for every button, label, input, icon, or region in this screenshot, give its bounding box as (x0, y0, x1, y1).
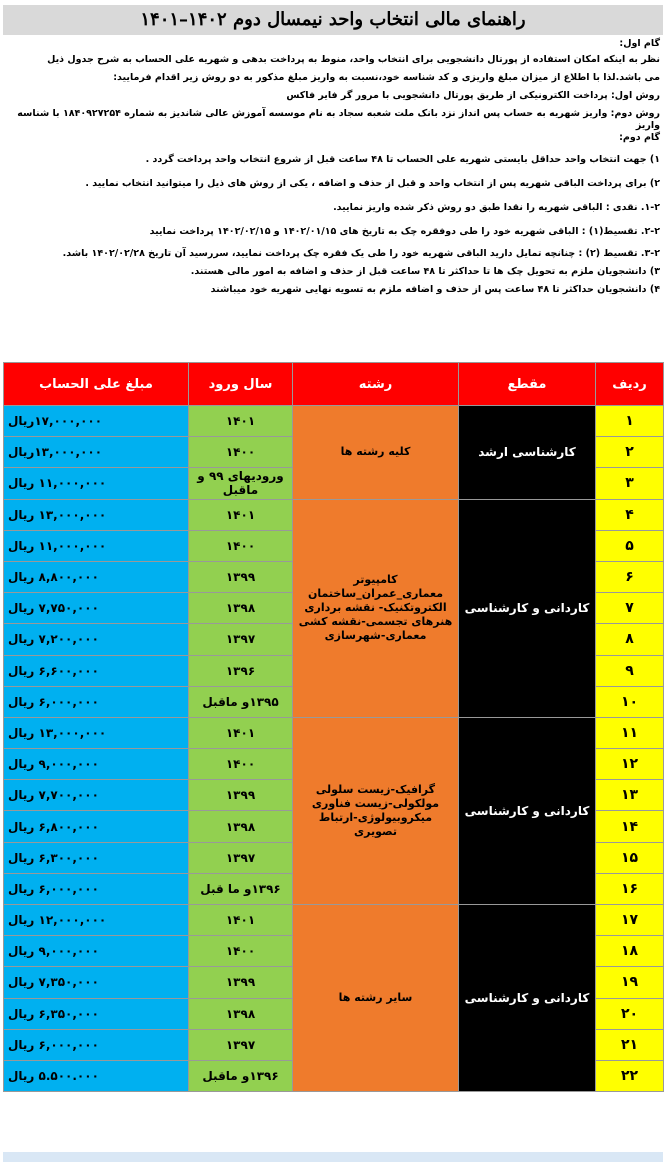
row-number: ۲ (596, 437, 664, 468)
instruction-line: ۱) جهت انتخاب واحد حداقل بایستی شهریه علی الحساب تا ۴۸ ساعت قبل از شروع انتخاب واحد پرداخت گردد . (145, 154, 660, 165)
entry-year: ۱۳۹۷ (189, 624, 293, 655)
entry-year: ورودیهای ۹۹ و ماقبل (189, 468, 293, 499)
instruction-line: ۲) برای پرداخت الباقی شهریه پس از انتخاب واحد و قبل از حذف و اضافه ، یکی از روش های ذیل را میتوانید انتخاب نمایید . (85, 178, 660, 189)
deposit-amount: ۶,۶۰۰,۰۰۰ ریال (4, 655, 189, 686)
entry-year: ۱۳۹۸ (189, 593, 293, 624)
deposit-amount: ۷,۳۵۰,۰۰۰ ریال (4, 967, 189, 998)
instruction-line: گام اول: (619, 38, 660, 49)
row-number: ۱ (596, 406, 664, 437)
major-group: سایر رشته ها (293, 905, 459, 1092)
instruction-line: ۲-۲. تقسیط(۱) : الباقی شهریه خود را طی دوفقره چک به تاریخ های ۱۴۰۲/۰۱/۱۵ و ۱۴۰۲/۰۲/۱۵ پرداخت نمایید (149, 226, 660, 237)
page-title: راهنمای مالی انتخاب واحد نیمسال دوم ۱۴۰۲–۱۴۰۱ (3, 5, 663, 35)
entry-year: ۱۳۹۷ (189, 842, 293, 873)
row-number: ۱۰ (596, 686, 664, 717)
instruction-line: روش اول: پرداخت الکترونیکی از طریق پورتال دانشجویی با مرور گر فایر فاکس (286, 90, 660, 101)
deposit-amount: ۶,۰۰۰,۰۰۰ ریال (4, 686, 189, 717)
instruction-line: نظر به اینکه امکان استفاده از پورتال دانشجویی برای انتخاب واحد، منوط به پرداخت بدهی و شهریه علی الحساب به شرح جدول ذیل (47, 54, 660, 65)
row-number: ۱۳ (596, 780, 664, 811)
instruction-line: ۴) دانشجویان حداکثر تا ۴۸ ساعت پس از حذف و اضافه ملزم به تسویه نهایی شهریه خود میباشند (210, 284, 660, 295)
row-number: ۱۹ (596, 967, 664, 998)
instructions (8, 38, 660, 296)
row-number: ۹ (596, 655, 664, 686)
header-entry-year: سال ورود (189, 363, 293, 406)
row-number: ۲۱ (596, 1029, 664, 1060)
deposit-amount: ۹,۰۰۰,۰۰۰ ریال (4, 936, 189, 967)
entry-year: ۱۴۰۱ (189, 717, 293, 748)
entry-year: ۱۳۹۹ (189, 780, 293, 811)
deposit-amount: ۱۳,۰۰۰,۰۰۰ ریال (4, 499, 189, 530)
entry-year: ۱۴۰۱ (189, 905, 293, 936)
row-number: ۲۰ (596, 998, 664, 1029)
instruction-line: ۳) دانشجویان ملزم به تحویل چک ها تا حداکثر تا ۴۸ ساعت قبل از حذف و اضافه به امور مالی هستند. (190, 266, 660, 277)
instruction-line: ۳-۲. تقسیط (۲) : چنانچه تمایل دارید الباقی شهریه خود را طی یک فقره چک پرداخت نمایید، سررسید آن تاریخ ۱۴۰۲/۰۲/۲۸ باشد. (62, 248, 660, 259)
row-number: ۱۱ (596, 717, 664, 748)
page-bottom-strip (3, 1152, 663, 1162)
table-row (4, 406, 664, 437)
entry-year: ۱۴۰۰ (189, 530, 293, 561)
deposit-amount: ۱۳,۰۰۰,۰۰۰ ریال (4, 717, 189, 748)
header-major: رشته (293, 363, 459, 406)
instruction-line: روش دوم: واریز شهریه به حساب پس انداز نزد بانک ملت شعبه سجاد به نام موسسه آموزش عالی شاندیز به شماره ۱۸۴۰۹۲۷۲۵۴ با شناسه واریز (17, 108, 660, 131)
table-body (4, 406, 664, 1092)
row-number: ۱۶ (596, 873, 664, 904)
major-group: گرافیک-زیست سلولی مولکولی-زیست فناوری میکروبیولوژی-ارتباط تصویری (293, 717, 459, 904)
major-group: کامپیوتر معماری_عمران_ساختمان الکتروتکنیک- نقشه برداری هنرهای تجسمی-نقشه کشی معماری-شهرسازی (293, 499, 459, 717)
header-row-number: ردیف (596, 363, 664, 406)
deposit-amount: ۱۲,۰۰۰,۰۰۰ ریال (4, 905, 189, 936)
deposit-amount: ۶,۰۰۰,۰۰۰ ریال (4, 873, 189, 904)
row-number: ۴ (596, 499, 664, 530)
row-number: ۷ (596, 593, 664, 624)
deposit-amount: ۶,۳۵۰,۰۰۰ ریال (4, 998, 189, 1029)
entry-year: ۱۳۹۷ (189, 1029, 293, 1060)
row-number: ۲۲ (596, 1060, 664, 1091)
education-level: کاردانی و کارشناسی (459, 717, 596, 904)
entry-year: ۱۳۹۸ (189, 811, 293, 842)
deposit-amount: ۱۱,۰۰۰,۰۰۰ ریال (4, 530, 189, 561)
entry-year: ۱۳۹۹ (189, 561, 293, 592)
row-number: ۶ (596, 561, 664, 592)
row-number: ۳ (596, 468, 664, 499)
deposit-amount: ۷,۲۰۰,۰۰۰ ریال (4, 624, 189, 655)
major-group: کلیه رشته ها (293, 406, 459, 500)
entry-year: ۱۳۹۸ (189, 998, 293, 1029)
deposit-amount: ۱۱,۰۰۰,۰۰۰ ریال (4, 468, 189, 499)
table-row (4, 905, 664, 936)
deposit-amount: ۱۳,۰۰۰,۰۰۰ریال (4, 437, 189, 468)
table-row (4, 717, 664, 748)
deposit-amount: ۶,۰۰۰,۰۰۰ ریال (4, 1029, 189, 1060)
education-level: کاردانی و کارشناسی (459, 499, 596, 717)
entry-year: ۱۴۰۱ (189, 499, 293, 530)
deposit-amount: ۷,۷۰۰,۰۰۰ ریال (4, 780, 189, 811)
entry-year: ۱۴۰۱ (189, 406, 293, 437)
entry-year: ۱۴۰۰ (189, 936, 293, 967)
header-level: مقطع (459, 363, 596, 406)
row-number: ۱۸ (596, 936, 664, 967)
row-number: ۱۴ (596, 811, 664, 842)
row-number: ۱۲ (596, 749, 664, 780)
tuition-table (3, 362, 664, 1092)
row-number: ۵ (596, 530, 664, 561)
deposit-amount: ۱۷,۰۰۰,۰۰۰ریال (4, 406, 189, 437)
entry-year: ۱۳۹۶ (189, 655, 293, 686)
deposit-amount: ۹,۰۰۰,۰۰۰ ریال (4, 749, 189, 780)
entry-year: ۱۳۹۹ (189, 967, 293, 998)
header-amount: مبلغ علی الحساب (4, 363, 189, 406)
deposit-amount: ۶,۸۰۰,۰۰۰ ریال (4, 811, 189, 842)
deposit-amount: ۸,۸۰۰,۰۰۰ ریال (4, 561, 189, 592)
entry-year: ۱۳۹۵و ماقبل (189, 686, 293, 717)
instruction-line: ۱-۲. نقدی : الباقی شهریه را نقدا طبق دو روش ذکر شده واریز نمایید. (333, 202, 660, 213)
education-level: کارشناسی ارشد (459, 406, 596, 500)
deposit-amount: ۵.۵۰۰.۰۰۰ ریال (4, 1060, 189, 1091)
entry-year: ۱۳۹۶و ما قبل (189, 873, 293, 904)
entry-year: ۱۴۰۰ (189, 437, 293, 468)
deposit-amount: ۶,۳۰۰,۰۰۰ ریال (4, 842, 189, 873)
instruction-line: گام دوم: (619, 132, 660, 143)
row-number: ۱۷ (596, 905, 664, 936)
row-number: ۸ (596, 624, 664, 655)
instruction-line: می باشد.لذا با اطلاع از میزان مبلغ واریزی و کد شناسه خود،نسبت به واریز مبلغ مذکور به دو روش زیر اقدام فرمایید: (113, 72, 660, 83)
entry-year: ۱۳۹۶و ماقبل (189, 1060, 293, 1091)
table-header-row (4, 363, 664, 406)
education-level: کاردانی و کارشناسی (459, 905, 596, 1092)
deposit-amount: ۷,۷۵۰,۰۰۰ ریال (4, 593, 189, 624)
table-row (4, 499, 664, 530)
entry-year: ۱۴۰۰ (189, 749, 293, 780)
row-number: ۱۵ (596, 842, 664, 873)
